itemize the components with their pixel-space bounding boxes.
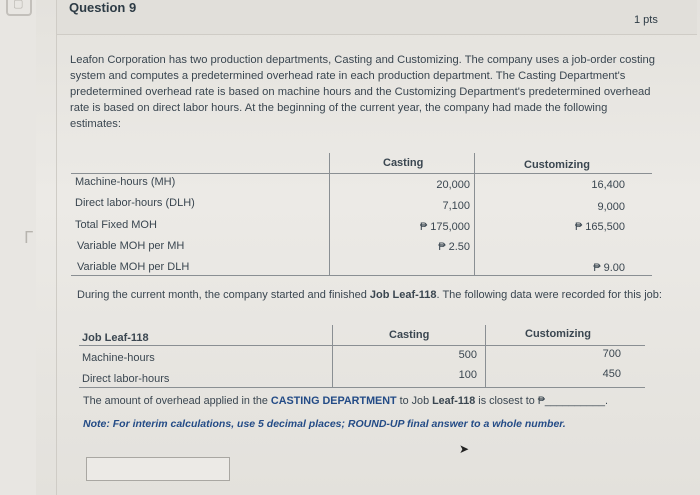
row-label: Machine-hours (MH)	[75, 176, 176, 188]
prompt-text: to Job	[396, 395, 433, 407]
job-table-title: Job Leaf-118	[82, 332, 149, 344]
question-intro: Leafon Corporation has two production departments, Casting and Customizing. The company uses a job-order costing system and computes a predetermined overhead rate in each production department. The Casting Department's predetermined overhead rate is based on machine hours and the Customizing Department's predetermined overhead rate is based on direct labor hours. At the beginning of the current year, the company had made the following estimates:	[70, 54, 655, 130]
casting-value: 100	[458, 369, 477, 381]
table-rule	[71, 275, 652, 276]
table-divider	[485, 325, 486, 387]
row-label: Direct labor-hours	[82, 373, 170, 385]
casting-value: 20,000	[436, 179, 470, 191]
rounding-note: Note: For interim calculations, use 5 decimal places; ROUND-UP final answer to a whole number.	[83, 418, 566, 430]
prompt-department: CASTING DEPARTMENT	[270, 395, 397, 407]
table-rule	[71, 173, 652, 174]
customizing-value: ₱ 165,500	[574, 221, 625, 233]
casting-value: ₱ 175,000	[419, 221, 470, 233]
job-description-text: During the current month, the company started and finished	[77, 289, 370, 301]
table-rule	[79, 345, 645, 346]
question-title: Question 9	[69, 0, 137, 15]
header-customizing: Customizing	[525, 328, 591, 340]
prompt-blank: __________.	[544, 395, 608, 407]
casting-value: ₱ 2.50	[438, 241, 470, 253]
question-flag-icon[interactable]: ▢	[6, 0, 32, 16]
header-casting: Casting	[389, 329, 430, 341]
row-label: Machine-hours	[82, 352, 155, 364]
prompt-job: Leaf-118	[432, 395, 476, 407]
question-points: 1 pts	[634, 14, 658, 26]
question-header	[57, 0, 697, 35]
table-divider	[332, 325, 333, 387]
casting-value: 500	[458, 349, 477, 361]
mouse-pointer-icon: ➤	[459, 442, 470, 456]
table-divider	[474, 153, 475, 275]
question-nav-strip	[0, 0, 36, 495]
table-rule	[79, 387, 645, 388]
row-label: Total Fixed MOH	[75, 219, 157, 231]
table-divider	[329, 153, 330, 275]
casting-value: 7,100	[442, 200, 470, 212]
question-prompt	[83, 395, 608, 407]
job-description-text: . The following data were recorded for this job:	[436, 289, 662, 301]
customizing-value: 700	[602, 348, 621, 360]
customizing-value: 9,000	[597, 201, 625, 213]
row-label: Variable MOH per MH	[77, 240, 185, 252]
row-label: Direct labor-hours (DLH)	[75, 197, 195, 209]
header-customizing: Customizing	[524, 159, 590, 171]
customizing-value: 450	[602, 368, 621, 380]
customizing-value: ₱ 9.00	[593, 262, 625, 274]
customizing-value: 16,400	[591, 179, 625, 191]
answer-input[interactable]	[86, 457, 230, 481]
bookmark-mark-icon: ᒥ	[24, 228, 33, 247]
job-description	[77, 287, 667, 303]
row-label: Variable MOH per DLH	[77, 261, 190, 273]
prompt-text: is closest to ₱	[475, 395, 545, 407]
job-name: Job Leaf-118	[369, 289, 437, 301]
header-casting: Casting	[383, 157, 424, 169]
question-card	[56, 0, 697, 495]
prompt-text: The amount of overhead applied in the	[83, 395, 271, 407]
